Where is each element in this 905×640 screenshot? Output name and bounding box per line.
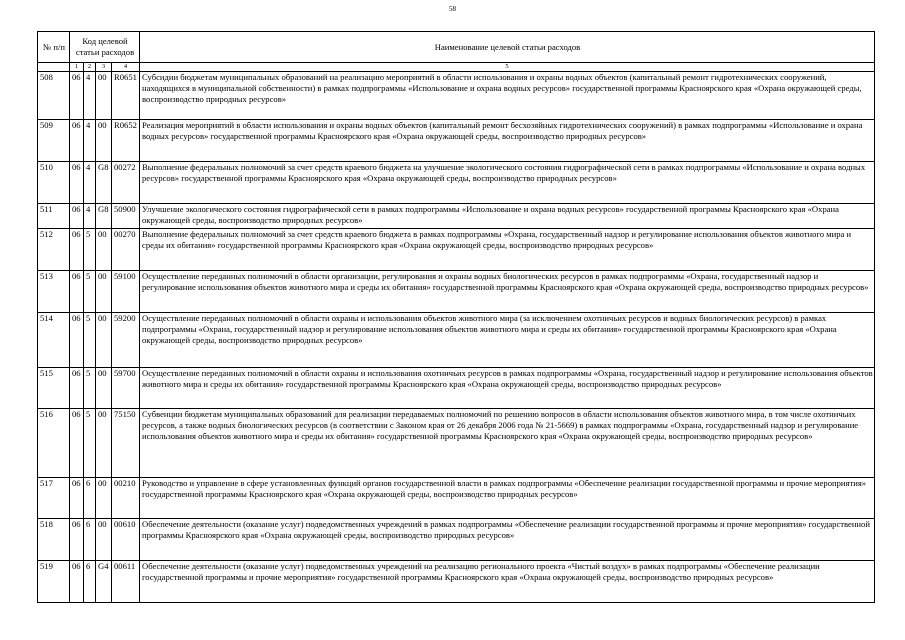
code-part-2-cell: 6: [84, 519, 96, 561]
code-part-2-cell: 5: [84, 313, 96, 368]
row-name-cell: Обеспечение деятельности (оказание услуг) подведомственных учреждений на реализацию регионального проекта «Чистый воздух» в рамках подпрограммы «Обеспечение реализации государственной программы и прочие мероприятия» государственной программы Красноярского края «Охрана окружающей среды, воспроизводство природных ресурсов»: [140, 561, 875, 603]
row-name-cell: Осуществление переданных полномочий в области организации, регулирования и охраны водных биологических ресурсов в рамках подпрограммы «Охрана, государственный надзор и регулирование использования объектов животного мира и среды их обитания» государственной программы Красноярского края «Охрана окружающей среды, воспроизводство природных ресурсов»: [140, 271, 875, 313]
table-row: [38, 313, 875, 368]
code-part-3-cell: G8: [96, 204, 112, 229]
code-part-1-cell: 06: [70, 409, 84, 478]
header-name: Наименование целевой статьи расходов: [140, 32, 875, 63]
code-part-1-cell: 06: [70, 72, 84, 120]
row-number-cell: 519: [38, 561, 70, 603]
code-part-1-cell: 06: [70, 229, 84, 271]
code-part-2-cell: 5: [84, 229, 96, 271]
row-name-cell: Улучшение экологического состояния гидрографической сети в рамках подпрограммы «Использование и охрана водных ресурсов» государственной программы Красноярского края «Охрана окружающей среды, воспроизводство природных ресурсов»: [140, 204, 875, 229]
code-part-1-cell: 06: [70, 368, 84, 409]
row-number-cell: 512: [38, 229, 70, 271]
code-part-4-cell: 75150: [112, 409, 140, 478]
code-part-1-cell: 06: [70, 561, 84, 603]
row-number-cell: 516: [38, 409, 70, 478]
table-row: [38, 561, 875, 603]
code-part-3-cell: 00: [96, 120, 112, 162]
code-part-3-cell: 00: [96, 72, 112, 120]
row-name-cell: Выполнение федеральных полномочий за счет средств краевого бюджета в рамках подпрограммы «Охрана, государственный надзор и регулирование использования объектов животного мира и среды их обитания» государственной программы Красноярского края «Охрана окружающей среды, воспроизводство природных ресурсов»: [140, 229, 875, 271]
code-part-2-cell: 5: [84, 409, 96, 478]
code-part-3-cell: 00: [96, 313, 112, 368]
code-part-4-cell: R0651: [112, 72, 140, 120]
table-row: [38, 271, 875, 313]
row-name-cell: Осуществление переданных полномочий в области охраны и использования охотничьих ресурсов в рамках подпрограммы «Охрана, государственный надзор и регулирование использования объектов животного мира и среды их обитания» государственной программы Красноярского края «Охрана окружающей среды, воспроизводство природных ресурсов»: [140, 368, 875, 409]
code-part-2-cell: 4: [84, 120, 96, 162]
code-part-3-cell: 00: [96, 519, 112, 561]
colnum-5: 5: [140, 63, 875, 72]
header-code-group: Код целевой статьи расходов: [70, 32, 140, 63]
table-row: [38, 409, 875, 478]
row-number-cell: 511: [38, 204, 70, 229]
table-row: [38, 478, 875, 519]
code-part-1-cell: 06: [70, 478, 84, 519]
table-row: [38, 120, 875, 162]
table-row: [38, 519, 875, 561]
code-part-2-cell: 5: [84, 368, 96, 409]
code-part-2-cell: 4: [84, 162, 96, 204]
row-name-cell: Руководство и управление в сфере установленных функций органов государственной власти в рамках подпрограммы «Обеспечение реализации государственной программы и прочие мероприятия» государственной программы Красноярского края «Охрана окружающей среды, воспроизводство природных ресурсов»: [140, 478, 875, 519]
code-part-2-cell: 6: [84, 561, 96, 603]
target-expenditure-table: [37, 31, 875, 603]
table-row: [38, 368, 875, 409]
code-part-1-cell: 06: [70, 519, 84, 561]
code-part-4-cell: 00210: [112, 478, 140, 519]
code-part-1-cell: 06: [70, 204, 84, 229]
code-part-4-cell: 00610: [112, 519, 140, 561]
colnum-1: 1: [70, 63, 84, 72]
code-part-3-cell: 00: [96, 368, 112, 409]
code-part-4-cell: 59100: [112, 271, 140, 313]
code-part-3-cell: 00: [96, 478, 112, 519]
code-part-1-cell: 06: [70, 120, 84, 162]
code-part-3-cell: 00: [96, 271, 112, 313]
code-part-4-cell: 59700: [112, 368, 140, 409]
colnum-blank: [38, 63, 70, 72]
code-part-4-cell: 00270: [112, 229, 140, 271]
table-row: [38, 72, 875, 120]
code-part-4-cell: 00272: [112, 162, 140, 204]
code-part-3-cell: 00: [96, 229, 112, 271]
code-part-2-cell: 5: [84, 271, 96, 313]
code-part-3-cell: G8: [96, 162, 112, 204]
row-number-cell: 509: [38, 120, 70, 162]
colnum-2: 2: [84, 63, 96, 72]
row-number-cell: 508: [38, 72, 70, 120]
row-number-cell: 515: [38, 368, 70, 409]
header-row-number: № п/п: [38, 32, 70, 63]
code-part-2-cell: 4: [84, 204, 96, 229]
row-name-cell: Реализация мероприятий в области использования и охраны водных объектов (капитальный ремонт бесхозяйных гидротехнических сооружений) в рамках подпрограммы «Использование и охрана водных ресурсов» государственной программы Красноярского края «Охрана окружающей среды, воспроизводство природных ресурсов»: [140, 120, 875, 162]
table-row: [38, 204, 875, 229]
code-part-4-cell: 00611: [112, 561, 140, 603]
row-name-cell: Выполнение федеральных полномочий за счет средств краевого бюджета на улучшение экологического состояния гидрографической сети в рамках подпрограммы «Использование и охрана водных ресурсов» государственной программы Красноярского края «Охрана окружающей среды, воспроизводство природных ресурсов»: [140, 162, 875, 204]
code-part-3-cell: 00: [96, 409, 112, 478]
row-number-cell: 517: [38, 478, 70, 519]
code-part-1-cell: 06: [70, 162, 84, 204]
code-part-2-cell: 4: [84, 72, 96, 120]
row-number-cell: 510: [38, 162, 70, 204]
row-number-cell: 513: [38, 271, 70, 313]
page-number: 58: [449, 5, 456, 13]
table-row: [38, 162, 875, 204]
row-name-cell: Субвенции бюджетам муниципальных образований для реализации передаваемых полномочий по решению вопросов в области использования объектов животного мира, в том числе охотничьих ресурсов, а также водных биологических ресурсов (в соответствии с Законом края от 26 декабря 2006 года № 21-5669) в рамках подпрограммы «Охрана, государственный надзор и регулирование использования объектов животного мира и среды их обитания» государственной программы Красноярского края «Охрана окружающей среды, воспроизводство природных ресурсов»: [140, 409, 875, 478]
code-part-4-cell: 59200: [112, 313, 140, 368]
code-part-4-cell: R0652: [112, 120, 140, 162]
row-name-cell: Осуществление переданных полномочий в области охраны и использования объектов животного мира (за исключением охотничьих ресурсов и водных биологических ресурсов) в рамках подпрограммы «Охрана, государственный надзор и регулирование использования объектов животного мира и среды их обитания» государственной программы Красноярского края «Охрана окружающей среды, воспроизводство природных ресурсов»: [140, 313, 875, 368]
code-part-4-cell: 50900: [112, 204, 140, 229]
colnum-4: 4: [112, 63, 140, 72]
row-name-cell: Обеспечение деятельности (оказание услуг) подведомственных учреждений в рамках подпрограммы «Обеспечение реализации государственной программы и прочие мероприятия» государственной программы Красноярского края «Охрана окружающей среды, воспроизводство природных ресурсов»: [140, 519, 875, 561]
code-part-2-cell: 6: [84, 478, 96, 519]
row-name-cell: Субсидии бюджетам муниципальных образований на реализацию мероприятий в области использования и охраны водных объектов (капитальный ремонт гидротехнических сооружений, находящихся в муниципальной собственности) в рамках подпрограммы «Использование и охрана водных ресурсов» государственной программы Красноярского края «Охрана окружающей среды, воспроизводство природных ресурсов»: [140, 72, 875, 120]
row-number-cell: 514: [38, 313, 70, 368]
table-row: [38, 229, 875, 271]
colnum-3: 3: [96, 63, 112, 72]
row-number-cell: 518: [38, 519, 70, 561]
code-part-1-cell: 06: [70, 313, 84, 368]
code-part-3-cell: G4: [96, 561, 112, 603]
code-part-1-cell: 06: [70, 271, 84, 313]
table-body: [38, 72, 875, 603]
